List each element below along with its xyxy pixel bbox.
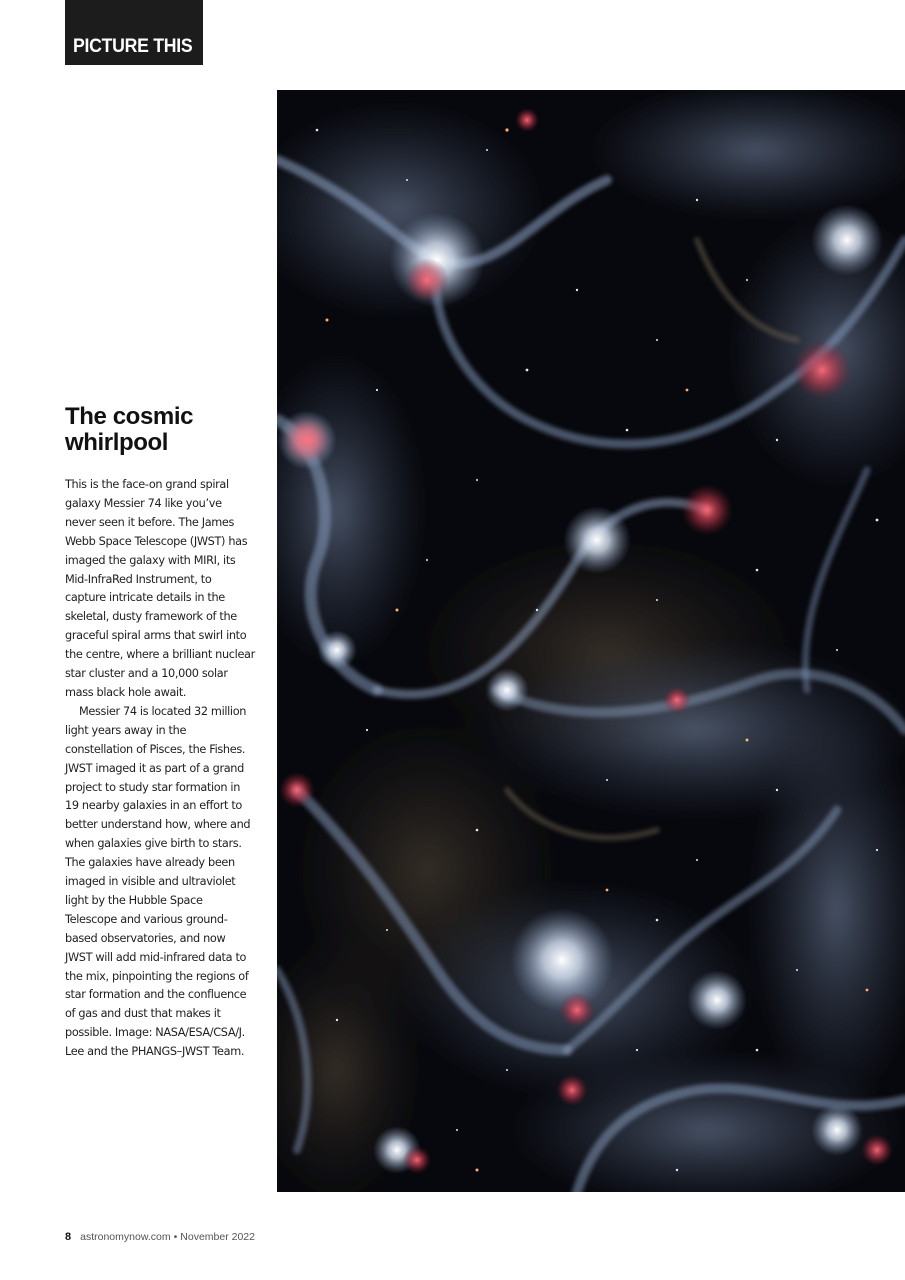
galaxy-photo <box>277 90 905 1192</box>
page-footer <box>65 1229 255 1245</box>
footer-issue: November 2022 <box>180 1231 255 1243</box>
article-paragraph-2: Messier 74 is located 32 million light years away in the constellation of Pisces, the Fishes. JWST imaged it as part of a grand project to study star formation in 19 nearby galaxies in an effort to better understand how, where and when galaxies give birth to stars. The galaxies have already been imaged in visible and ultraviolet light by the Hubble Space Telescope and various ground-based observatories, and now JWST will add mid-infrared data to the mix, pinpointing the regions of star formation and the confluence of gas and dust that makes it possible. Image: NASA/ESA/CSA/J. Lee and the PHANGS–JWST Team. <box>65 704 251 1059</box>
galaxy-image <box>277 90 905 1192</box>
article-title-line1: The cosmic <box>65 403 194 430</box>
article-body <box>65 476 255 1062</box>
article-title-line2: whirlpool <box>65 429 169 456</box>
section-tab <box>65 0 203 65</box>
footer-site: astronomynow.com <box>80 1231 171 1243</box>
footer-separator: • <box>173 1231 178 1243</box>
section-label: PICTURE THIS <box>73 36 193 57</box>
article-paragraph-1: This is the face-on grand spiral galaxy Messier 74 like you’ve never seen it before. The James Webb Space Telescope (JWST) has imaged the galaxy with MIRI, its Mid-InfraRed Instrument, to capture intricate details in the skeletal, dusty framework of the graceful spiral arms that swirl into the centre, where a brilliant nuclear star cluster and a 10,000 solar mass black hole await. <box>65 478 255 699</box>
article-title <box>65 404 265 456</box>
page-number: 8 <box>65 1231 72 1243</box>
